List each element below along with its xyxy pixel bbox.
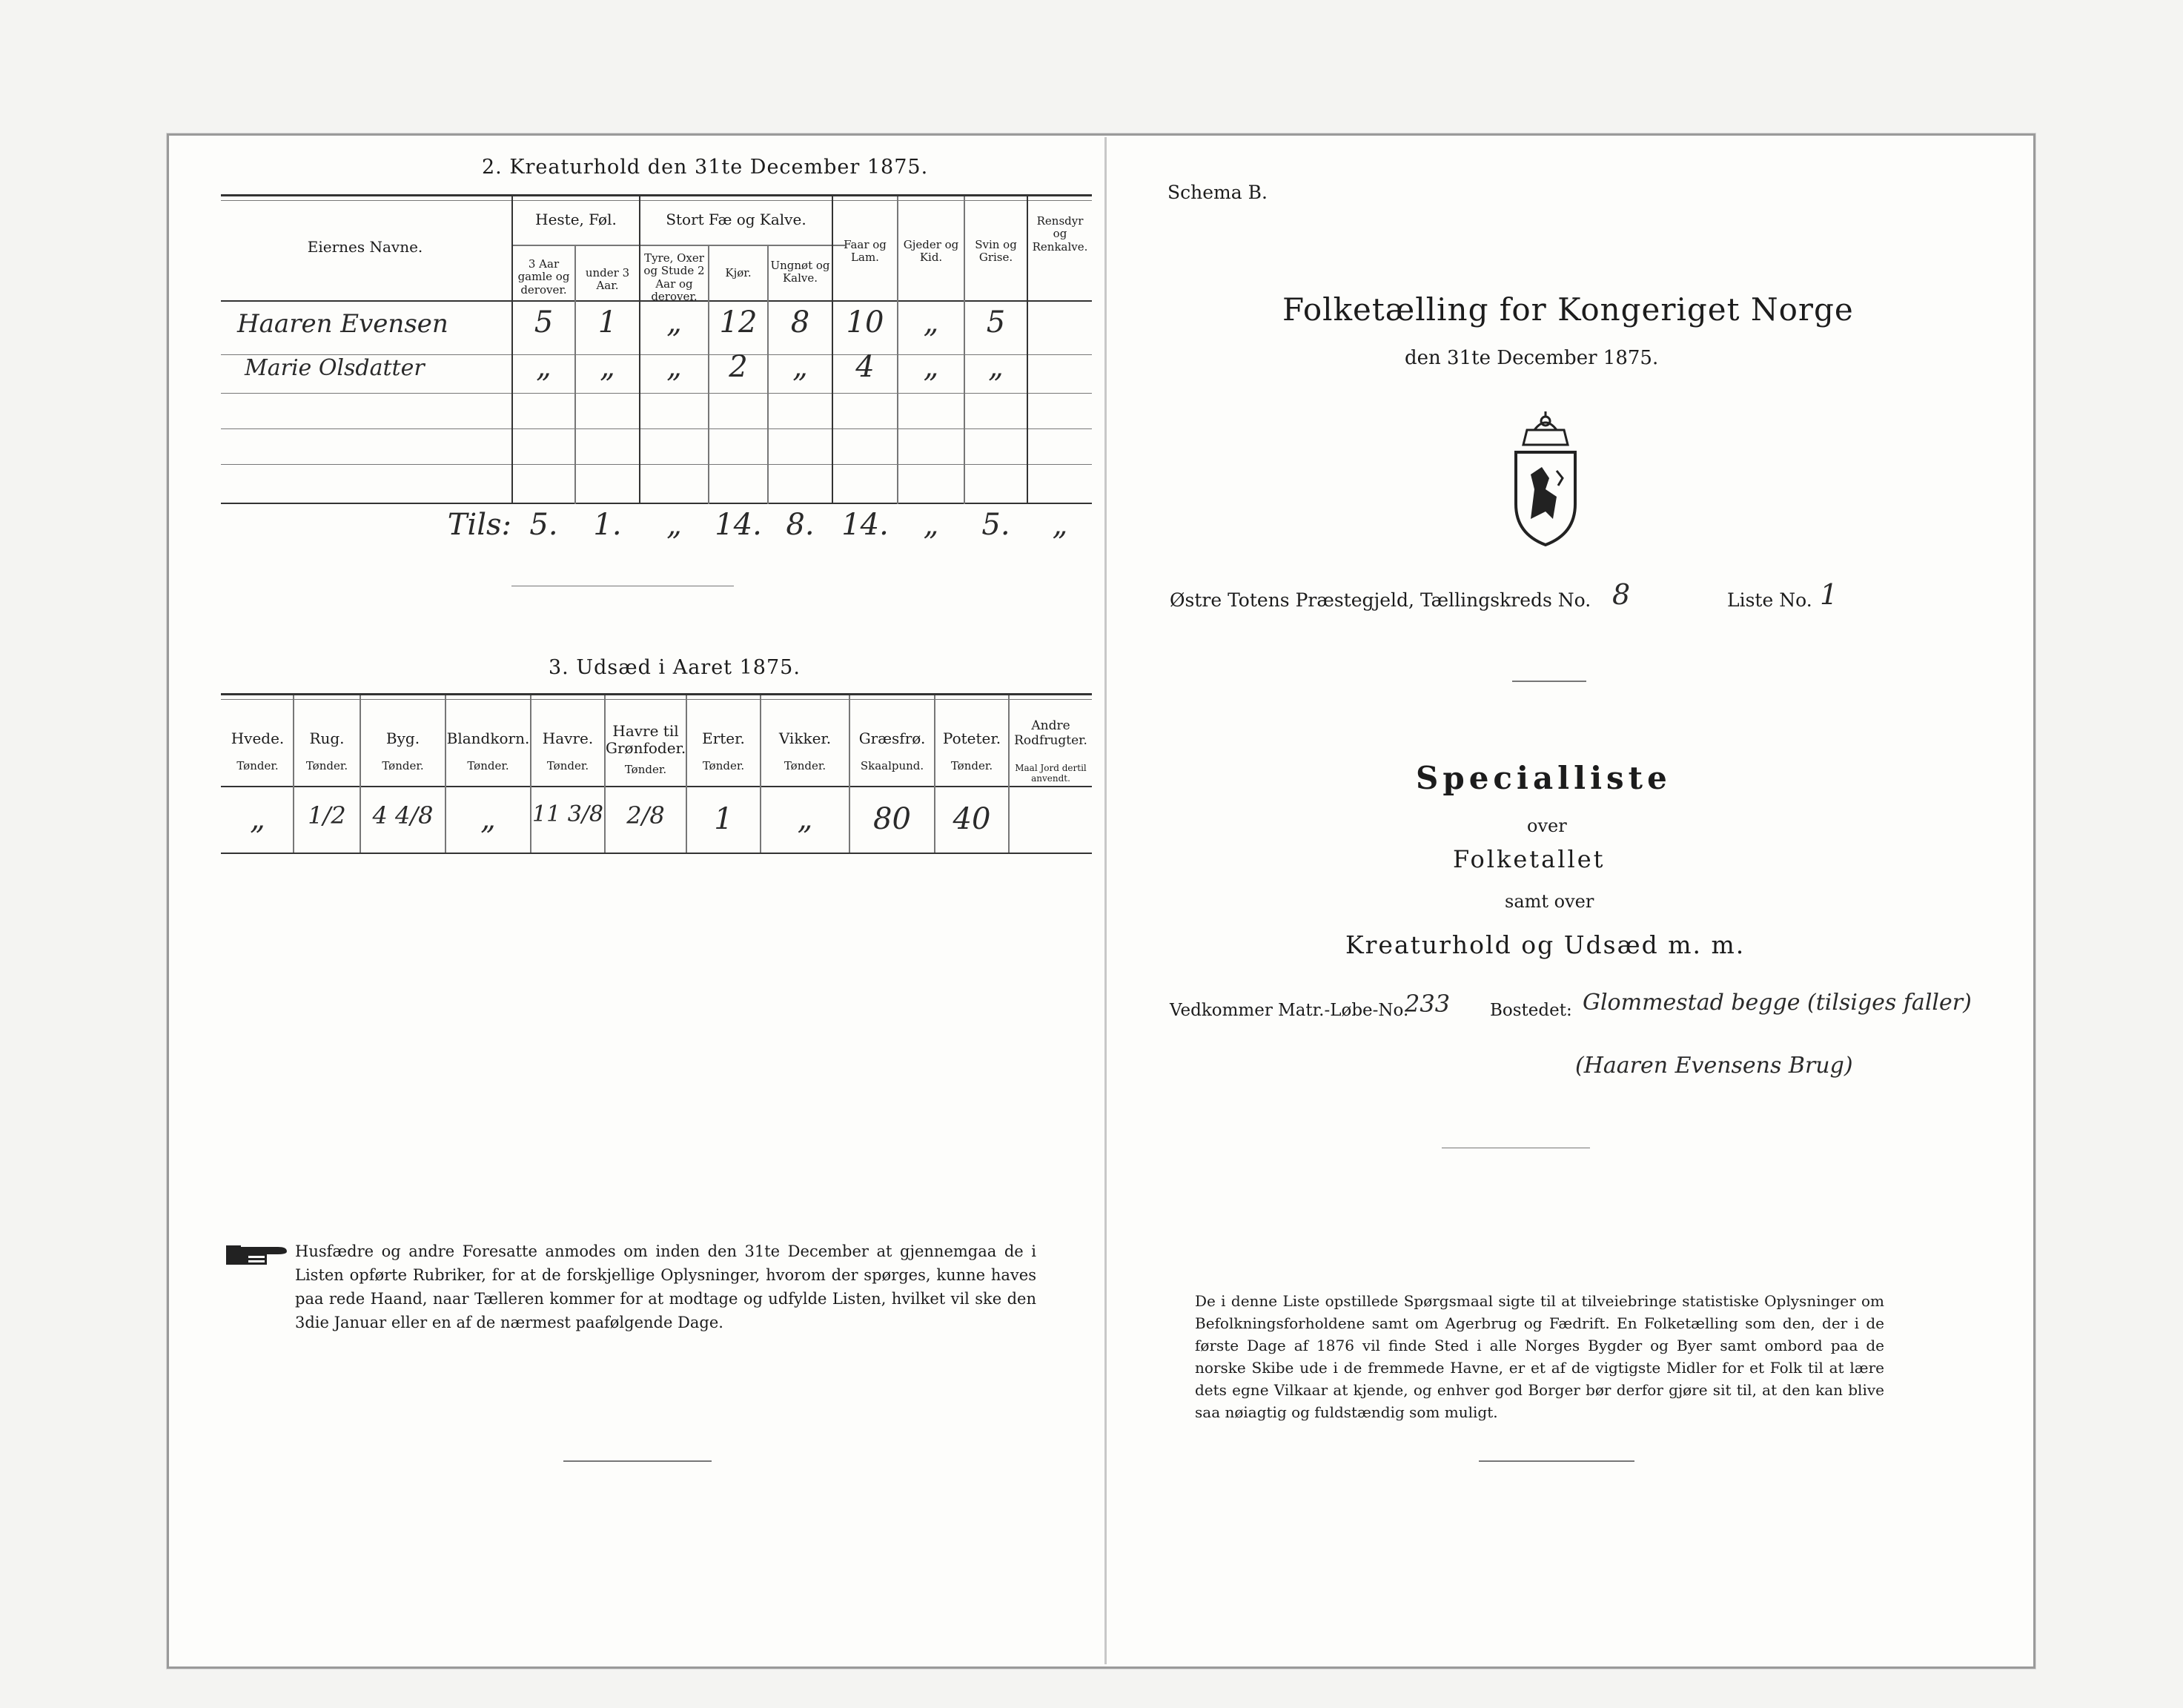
pointing-hand-icon (226, 1239, 289, 1271)
row2-ungnot: „ (792, 350, 808, 384)
divider (1512, 681, 1586, 682)
divider (563, 1460, 712, 1462)
seed-h-rodfrugter: Andre Rodfrugter. (1014, 718, 1087, 748)
total-gjeder: „ (923, 508, 939, 542)
header-ungnot: Ungnøt og Kalve. (770, 259, 830, 285)
row2-svin: „ (988, 350, 1004, 384)
main-title: Folketælling for Kongeriget Norge (1282, 291, 1854, 328)
seed-v-poteter: 40 (953, 802, 991, 836)
seed-h-hvede: Hvede. (231, 729, 285, 747)
seed-v-vikker: „ (797, 802, 813, 836)
seed-v-hvede: „ (250, 802, 265, 836)
samt-over: samt over (1505, 891, 1594, 912)
matr-number: 233 (1405, 990, 1451, 1018)
bostedet-value: Glommestad begge (tilsiges faller) (1583, 990, 1972, 1016)
seed-v-gronfoder: 2/8 (626, 801, 665, 830)
seed-h-erter: Erter. (702, 729, 745, 747)
bostedet-label: Bostedet: (1490, 1001, 1572, 1020)
row1-kjor: 12 (719, 305, 758, 340)
seed-v-erter: 1 (714, 802, 733, 836)
row2-heste-under3: „ (600, 350, 615, 384)
header-faar: Faar og Lam. (844, 238, 887, 265)
total-rensdyr: „ (1052, 508, 1068, 542)
specialliste-heading: Specialliste (1416, 760, 1672, 796)
row1-tyre: „ (666, 305, 682, 340)
total-tyre: „ (666, 508, 682, 542)
row1-gjeder: „ (923, 305, 939, 340)
total-heste-3ar: 5. (529, 508, 558, 542)
liste-number: 1 (1820, 578, 1838, 611)
household-note: Husfædre og andre Foresatte anmodes om inden den 31te December at gjennemgaa de i Listen opførte Rubriker, for at de forskjellige Oplysninger, hvorom der spørges, kunne haves paa rede Haand, naar Tælleren kommer for at modtage og udfylde Listen, hvilket vil ske den 3die Januar eller en af de nærmest paafølgende Dage. (295, 1242, 1036, 1331)
header-heste-3ar: 3 Aar gamle og derover. (517, 257, 570, 297)
seed-v-havre: 11 3/8 (532, 801, 603, 827)
seed-h-rug: Rug. (309, 729, 345, 747)
row1-ungnot: 8 (790, 305, 810, 340)
seed-h-byg: Byg. (385, 729, 420, 747)
seed-u-graesfro: Skaalpund. (860, 759, 924, 772)
over-1: over (1527, 815, 1567, 836)
schema-label: Schema B. (1167, 182, 1268, 203)
footnote: De i denne Liste opstillede Spørgsmaal sigte til at tilveiebringe statistiske Oplysninger om Befolkningsforholdene samt om Agerbrug og Fædrift. En Folketælling som den, der i de første Dage af 1876 vil finde Sted i alle Norges Bygder og Byer samt ombord paa de norske Skibe ude i de fremmede Havne, er et af de vigtigste Midler for et Folk til at lære dets egne Vilkaar at kjende, og enhver god Borger bør derfor gjøre sit til, at den kan blive saa nøiagtig og fuldstændig som muligt. (1195, 1292, 1884, 1421)
bostedet-value-2: (Haaren Evensens Brug) (1575, 1053, 1853, 1079)
seed-u-gronfoder: Tønder. (624, 763, 667, 776)
seed-u-rodfrugter: Maal Jord dertil anvendt. (1015, 763, 1087, 784)
norway-coat-of-arms-icon (1505, 408, 1586, 552)
seed-h-poteter: Poteter. (942, 729, 1001, 747)
header-heste-under3: under 3 Aar. (585, 266, 630, 293)
header-rensdyr: Rensdyr og Renkalve. (1032, 214, 1088, 254)
seed-v-blandkorn: „ (480, 802, 496, 836)
total-label: Tils: (447, 508, 511, 542)
header-svin: Svin og Grise. (975, 238, 1017, 265)
row1-faar: 10 (846, 305, 884, 340)
row2-kjor: 2 (729, 350, 748, 384)
seed-u-havre: Tønder. (546, 759, 589, 772)
seed-u-blandkorn: Tønder. (467, 759, 509, 772)
seed-h-vikker: Vikker. (778, 729, 832, 747)
seed-v-rug: 1/2 (308, 801, 346, 830)
seed-h-gronfoder: Havre til Grønfoder. (606, 722, 686, 757)
header-tyre: Tyre, Oxer og Stude 2 Aar og derover. (643, 251, 705, 303)
section2-title: 2. Kreaturhold den 31te December 1875. (482, 156, 929, 179)
total-faar: 14. (841, 508, 889, 542)
row2-gjeder: „ (923, 350, 939, 384)
row1-heste-3ar: 5 (534, 305, 554, 340)
seed-u-poteter: Tønder. (950, 759, 993, 772)
row2-tyre: „ (666, 350, 682, 384)
section3-title: 3. Udsæd i Aaret 1875. (549, 656, 801, 679)
matr-label: Vedkommer Matr.-Løbe-No. (1170, 1001, 1409, 1020)
total-ungnot: 8. (786, 508, 815, 542)
row2-heste-3ar: „ (536, 350, 551, 384)
seed-h-graesfro: Græsfrø. (858, 729, 926, 747)
seed-u-hvede: Tønder. (236, 759, 279, 772)
seed-u-erter: Tønder. (702, 759, 745, 772)
kreds-number: 8 (1612, 578, 1631, 611)
total-heste-under3: 1. (593, 508, 622, 542)
header-gjeder: Gjeder og Kid. (903, 238, 959, 265)
header-owner: Eiernes Navne. (307, 238, 423, 256)
seed-u-byg: Tønder. (382, 759, 424, 772)
row2-faar: 4 (855, 350, 875, 384)
header-kjor: Kjør. (725, 266, 752, 279)
row2-name: Marie Olsdatter (245, 355, 425, 381)
census-date: den 31te December 1875. (1405, 347, 1659, 369)
seed-u-vikker: Tønder. (784, 759, 827, 772)
row1-name: Haaren Evensen (237, 309, 448, 339)
page-fold (1104, 137, 1107, 1664)
seed-h-havre: Havre. (542, 729, 594, 747)
header-heste: Heste, Føl. (535, 211, 617, 228)
liste-label: Liste No. (1727, 589, 1812, 611)
seed-v-byg: 4 4/8 (372, 801, 434, 830)
seed-h-blandkorn: Blandkorn. (446, 729, 530, 747)
row1-heste-under3: 1 (597, 305, 617, 340)
total-kjor: 14. (715, 508, 762, 542)
parish-label: Østre Totens Præstegjeld, Tællingskreds No. (1170, 589, 1591, 611)
seed-u-rug: Tønder. (305, 759, 348, 772)
divider (1479, 1460, 1634, 1462)
seed-v-graesfro: 80 (873, 802, 911, 836)
folketallet-heading: Folketallet (1453, 845, 1606, 873)
header-stortfae: Stort Fæ og Kalve. (666, 211, 806, 228)
total-svin: 5. (981, 508, 1010, 542)
kreaturhold-heading: Kreaturhold og Udsæd m. m. (1345, 930, 1746, 959)
row1-svin: 5 (986, 305, 1006, 340)
